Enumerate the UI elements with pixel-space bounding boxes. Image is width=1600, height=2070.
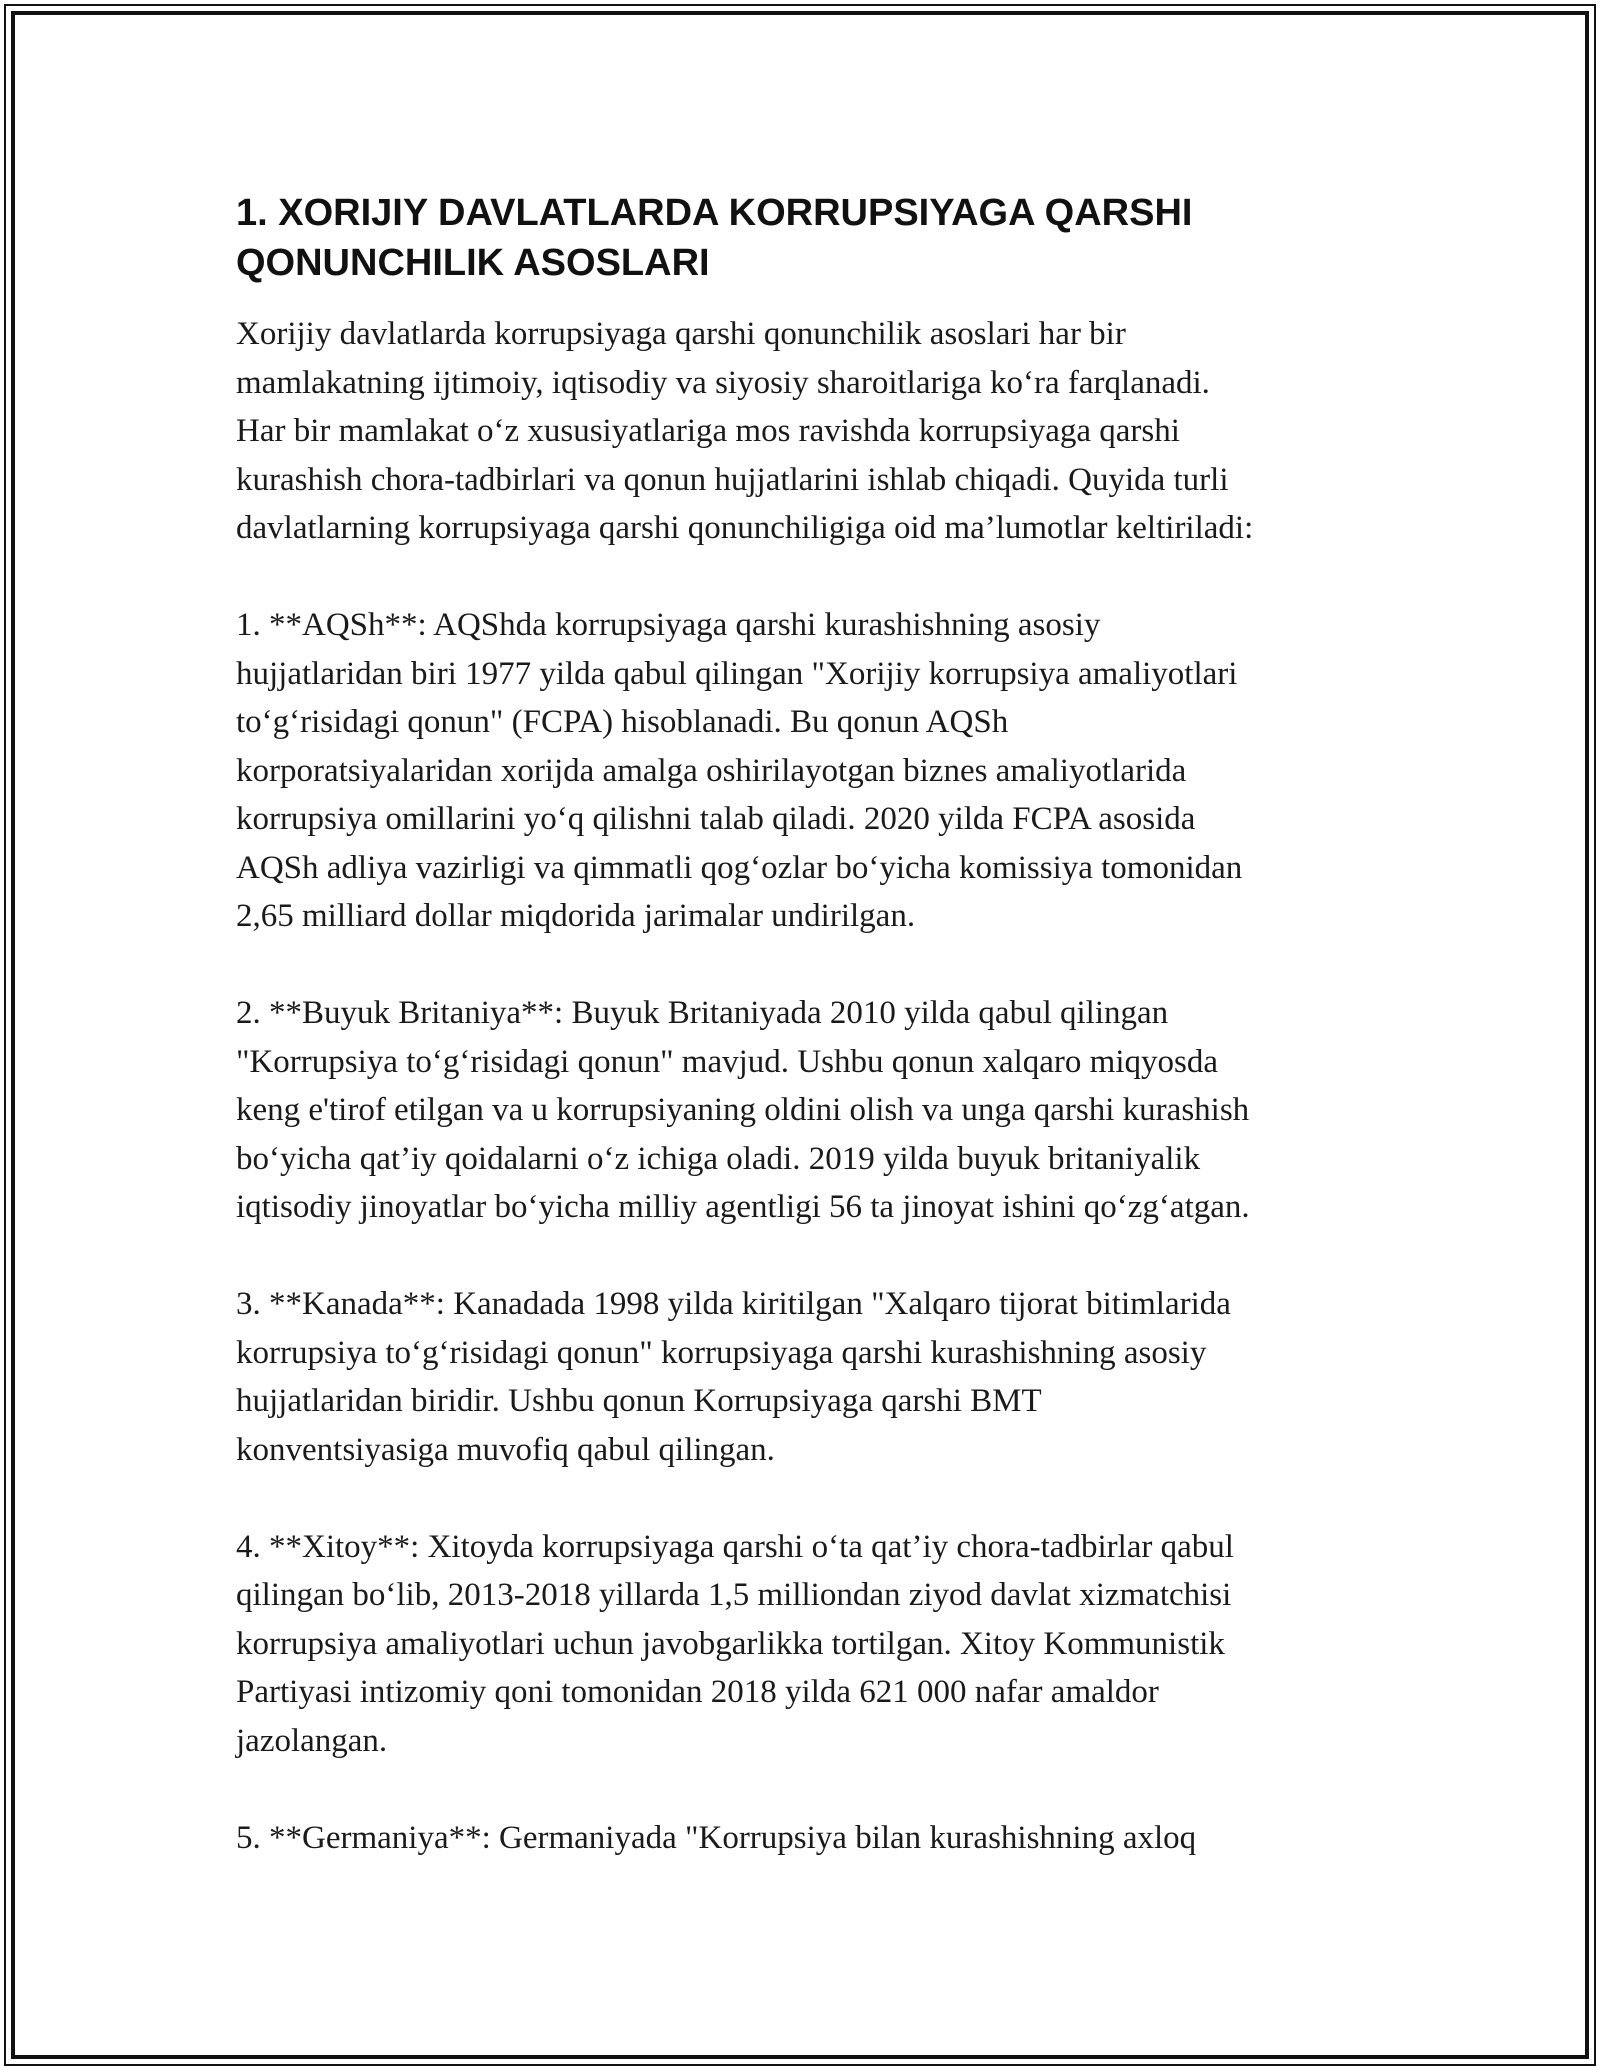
title-line-2: QONUNCHILIK ASOSLARI	[236, 242, 710, 284]
title-line-1: 1. XORIJIY DAVLATLARDA KORRUPSIYAGA QARSHI	[236, 192, 1193, 234]
list-item-germany: 5. **Germaniya**: Germaniyada "Korrupsiya bilan kurashishning axloq	[236, 1819, 1197, 1856]
document-body	[236, 188, 1376, 1862]
document-title	[236, 188, 1376, 288]
list-item-china: 4. **Xitoy**: Xitoyda korrupsiyaga qarshi o‘ta qat’iy chora-tadbirlar qabul qilingan bo‘lib, 2013-2018 yillarda 1,5 milliondan ziyod davlat xizmatchisi korrupsiya amaliyotlari uchun javobgarlikka tortilgan. Xitoy Kommunistik Partiyasi intizomiy qoni tomonidan 2018 yilda 621 000 nafar amaldor jazolangan.	[236, 1528, 1234, 1759]
intro-paragraph: Xorijiy davlatlarda korrupsiyaga qarshi qonunchilik asoslari har bir mamlakatning ijtimoiy, iqtisodiy va siyosiy sharoitlariga ko‘ra farqlanadi. Har bir mamlakat o‘z xususiyatlariga mos ravishda korrupsiyaga qarshi kurashish chora-tadbirlari va qonun hujjatlarini ishlab chiqadi. Quyida turli davlatlarning korrupsiyaga qarshi qonunchiligiga oid ma’lumotlar keltiriladi:	[236, 316, 1254, 546]
list-item-canada: 3. **Kanada**: Kanadada 1998 yilda kiritilgan "Xalqaro tijorat bitimlarida korrupsiya to‘g‘risidagi qonun" korrupsiyaga qarshi kurashishning asosiy hujjatlaridan biridir. Ushbu qonun Korrupsiyaga qarshi BMT konventsiyasiga muvofiq qabul qilingan.	[236, 1286, 1231, 1468]
list-item-uk: 2. **Buyuk Britaniya**: Buyuk Britaniyada 2010 yilda qabul qilingan "Korrupsiya to‘g‘risidagi qonun" mavjud. Ushbu qonun xalqaro miqyosda keng e'tirof etilgan va u korrupsiyaning oldini olish va unga qarshi kurashish bo‘yicha qat’iy qoidalarni o‘z ichiga oladi. 2019 yilda buyuk britaniyalik iqtisodiy jinoyatlar bo‘yicha milliy agentligi 56 ta jinoyat ishini qo‘zg‘atgan.	[236, 995, 1250, 1225]
list-item-usa: 1. **AQSh**: AQShda korrupsiyaga qarshi kurashishning asosiy hujjatlaridan biri 1977 yilda qabul qilingan "Xorijiy korrupsiya amaliyotlari to‘g‘risidagi qonun" (FCPA) hisoblanadi. Bu qonun AQSh korporatsiyalaridan xorijda amalga oshirilayotgan biznes amaliyotlarida korrupsiya omillarini yo‘q qilishni talab qiladi. 2020 yilda FCPA asosida AQSh adliya vazirligi va qimmatli qog‘ozlar bo‘yicha komissiya tomonidan 2,65 milliard dollar miqdorida jarimalar undirilgan.	[236, 607, 1243, 934]
